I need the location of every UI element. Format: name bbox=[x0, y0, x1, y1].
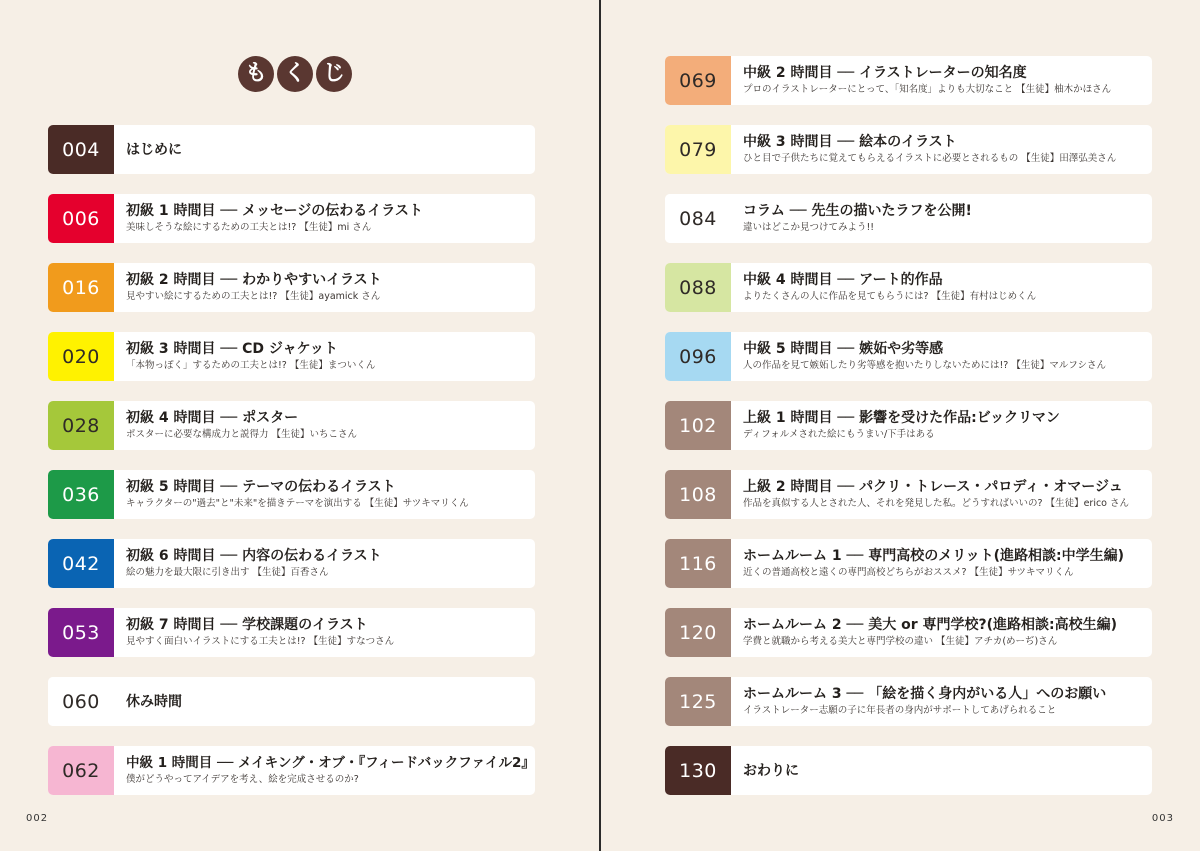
entry-text bbox=[114, 401, 535, 450]
entry-subtitle: 学費と就職から考える美大と専門学校の違い 【生徒】アチカ(めーぢ)さん bbox=[743, 636, 1058, 647]
page-number-badge: 060 bbox=[48, 677, 114, 726]
entry-title: 初級 3 時間目 ── CD ジャケット bbox=[126, 341, 338, 357]
toc-entry[interactable] bbox=[665, 125, 1152, 174]
entry-subtitle: 見やすい絵にするための工夫とは!? 【生徒】ayamick さん bbox=[126, 291, 381, 302]
page-number-badge: 020 bbox=[48, 332, 114, 381]
entry-text bbox=[114, 677, 535, 726]
entry-title: ホームルーム 2 ── 美大 or 専門学校?(進路相談:高校生編) bbox=[743, 617, 1118, 633]
entry-title: 休み時間 bbox=[126, 693, 182, 710]
entry-text bbox=[114, 539, 535, 588]
page-number-badge: 102 bbox=[665, 401, 731, 450]
entry-title: ホームルーム 3 ── 「絵を描く身内がいる人」へのお願い bbox=[743, 686, 1107, 702]
entry-text bbox=[114, 125, 535, 174]
toc-entry[interactable] bbox=[48, 608, 535, 657]
entry-text bbox=[114, 608, 535, 657]
entry-text bbox=[731, 746, 1152, 795]
entry-subtitle: 僕がどうやってアイデアを考え、絵を完成させるのか? bbox=[126, 774, 359, 785]
page-number-badge: 096 bbox=[665, 332, 731, 381]
entry-subtitle: ポスターに必要な構成力と説得力 【生徒】いちこさん bbox=[126, 429, 358, 440]
title-char: じ bbox=[316, 56, 352, 92]
entry-title: 中級 2 時間目 ── イラストレーターの知名度 bbox=[743, 65, 1027, 81]
entry-subtitle: 作品を真似する人とされた人、それを発見した私。どうすればいいの? 【生徒】erico さん bbox=[743, 498, 1130, 509]
entry-title: 初級 5 時間目 ── テーマの伝わるイラスト bbox=[126, 479, 396, 495]
toc-entry[interactable] bbox=[665, 470, 1152, 519]
entry-title: 初級 7 時間目 ── 学校課題のイラスト bbox=[126, 617, 368, 633]
entry-title: 中級 4 時間目 ── アート的作品 bbox=[743, 272, 943, 288]
page-number-left: 002 bbox=[26, 813, 49, 824]
toc-entry[interactable] bbox=[48, 470, 535, 519]
right-page bbox=[601, 0, 1200, 851]
entry-title: 初級 6 時間目 ── 内容の伝わるイラスト bbox=[126, 548, 382, 564]
page-number-badge: 084 bbox=[665, 194, 731, 243]
page-number-badge: 108 bbox=[665, 470, 731, 519]
entry-subtitle: 近くの普通高校と遠くの専門高校どちらがおススメ? 【生徒】サツキマリくん bbox=[743, 567, 1074, 578]
page-number-badge: 042 bbox=[48, 539, 114, 588]
page-number-badge: 053 bbox=[48, 608, 114, 657]
entry-title: 上級 2 時間目 ── パクリ・トレース・パロディ・オマージュ bbox=[743, 479, 1123, 495]
page-number-badge: 116 bbox=[665, 539, 731, 588]
toc-entry[interactable] bbox=[665, 746, 1152, 795]
entry-subtitle: 違いはどこか見つけてみよう!! bbox=[743, 222, 875, 233]
entry-subtitle: ひと目で子供たちに覚えてもらえるイラストに必要とされるもの 【生徒】田澤弘美さん bbox=[743, 153, 1117, 164]
page-number-badge: 079 bbox=[665, 125, 731, 174]
toc-entry[interactable] bbox=[665, 608, 1152, 657]
page-number-badge: 069 bbox=[665, 56, 731, 105]
entry-subtitle: 人の作品を見て嫉妬したり劣等感を抱いたりしないためには!? 【生徒】マルフシさん bbox=[743, 360, 1106, 371]
toc-entry[interactable] bbox=[48, 746, 535, 795]
title-char: く bbox=[277, 56, 313, 92]
toc-title bbox=[238, 56, 352, 92]
page-number-badge: 036 bbox=[48, 470, 114, 519]
entry-text bbox=[731, 677, 1152, 726]
entry-text bbox=[114, 470, 535, 519]
entry-title: おわりに bbox=[743, 762, 799, 779]
toc-entry[interactable] bbox=[48, 194, 535, 243]
toc-entry[interactable] bbox=[665, 677, 1152, 726]
entry-subtitle: ディフォルメされた絵にもうまい/下手はある bbox=[743, 429, 935, 440]
entry-title: 上級 1 時間目 ── 影響を受けた作品:ビックリマン bbox=[743, 410, 1060, 426]
entry-text bbox=[731, 401, 1152, 450]
entry-text bbox=[731, 608, 1152, 657]
entry-subtitle: 絵の魅力を最大限に引き出す 【生徒】百香さん bbox=[126, 567, 329, 578]
entry-title: 初級 1 時間目 ── メッセージの伝わるイラスト bbox=[126, 203, 423, 219]
entry-subtitle: イラストレーター志願の子に年長者の身内がサポートしてあげられること bbox=[743, 705, 1057, 716]
entry-title: ホームルーム 1 ── 専門高校のメリット(進路相談:中学生編) bbox=[743, 548, 1125, 564]
toc-entry[interactable] bbox=[48, 332, 535, 381]
toc-entry[interactable] bbox=[48, 125, 535, 174]
page-number-badge: 125 bbox=[665, 677, 731, 726]
entry-subtitle: 見やすく面白いイラストにする工夫とは!? 【生徒】すなつさん bbox=[126, 636, 395, 647]
entry-title: 初級 2 時間目 ── わかりやすいイラスト bbox=[126, 272, 382, 288]
toc-entry[interactable] bbox=[665, 263, 1152, 312]
toc-entry[interactable] bbox=[665, 56, 1152, 105]
entry-text bbox=[731, 539, 1152, 588]
toc-entry[interactable] bbox=[48, 263, 535, 312]
page-number-badge: 028 bbox=[48, 401, 114, 450]
page-number-badge: 130 bbox=[665, 746, 731, 795]
entry-title: 中級 3 時間目 ── 絵本のイラスト bbox=[743, 134, 957, 150]
entry-subtitle: プロのイラストレーターにとって、「知名度」よりも大切なこと 【生徒】柚木かほさん bbox=[743, 84, 1112, 95]
entry-subtitle: 美味しそうな絵にするための工夫とは!? 【生徒】mi さん bbox=[126, 222, 372, 233]
entry-title: 中級 5 時間目 ── 嫉妬や劣等感 bbox=[743, 341, 944, 357]
entry-title: コラム ── 先生の描いたラフを公開! bbox=[743, 203, 972, 219]
entry-text bbox=[114, 332, 535, 381]
entry-text bbox=[731, 194, 1152, 243]
toc-entry[interactable] bbox=[665, 401, 1152, 450]
page-number-badge: 016 bbox=[48, 263, 114, 312]
page-number-badge: 004 bbox=[48, 125, 114, 174]
entry-subtitle: よりたくさんの人に作品を見てもらうには? 【生徒】有村はじめくん bbox=[743, 291, 1037, 302]
page-number-right: 003 bbox=[1151, 813, 1174, 824]
toc-entry[interactable] bbox=[48, 677, 535, 726]
entry-title: はじめに bbox=[126, 141, 182, 158]
entry-text bbox=[114, 194, 535, 243]
entry-text bbox=[731, 332, 1152, 381]
entry-text bbox=[114, 263, 535, 312]
page-number-badge: 120 bbox=[665, 608, 731, 657]
toc-entry[interactable] bbox=[665, 539, 1152, 588]
entry-text bbox=[731, 470, 1152, 519]
entry-title: 中級 1 時間目 ── メイキング・オブ・『フィードバックファイル2』 bbox=[126, 755, 535, 771]
page-number-badge: 088 bbox=[665, 263, 731, 312]
toc-entry[interactable] bbox=[48, 401, 535, 450]
entry-text bbox=[114, 746, 535, 795]
entry-title: 初級 4 時間目 ── ポスター bbox=[126, 410, 299, 426]
entry-subtitle: 「本物っぽく」するための工夫とは!? 【生徒】まついくん bbox=[126, 360, 376, 371]
page-number-badge: 006 bbox=[48, 194, 114, 243]
entry-text bbox=[731, 263, 1152, 312]
toc-entry[interactable] bbox=[48, 539, 535, 588]
title-char: も bbox=[238, 56, 274, 92]
toc-entry[interactable] bbox=[665, 194, 1152, 243]
toc-entry[interactable] bbox=[665, 332, 1152, 381]
entry-subtitle: キャラクターの"過去"と"未来"を描きテーマを演出する 【生徒】サツキマリくん bbox=[126, 498, 469, 509]
entry-text bbox=[731, 125, 1152, 174]
page-number-badge: 062 bbox=[48, 746, 114, 795]
entry-text bbox=[731, 56, 1152, 105]
